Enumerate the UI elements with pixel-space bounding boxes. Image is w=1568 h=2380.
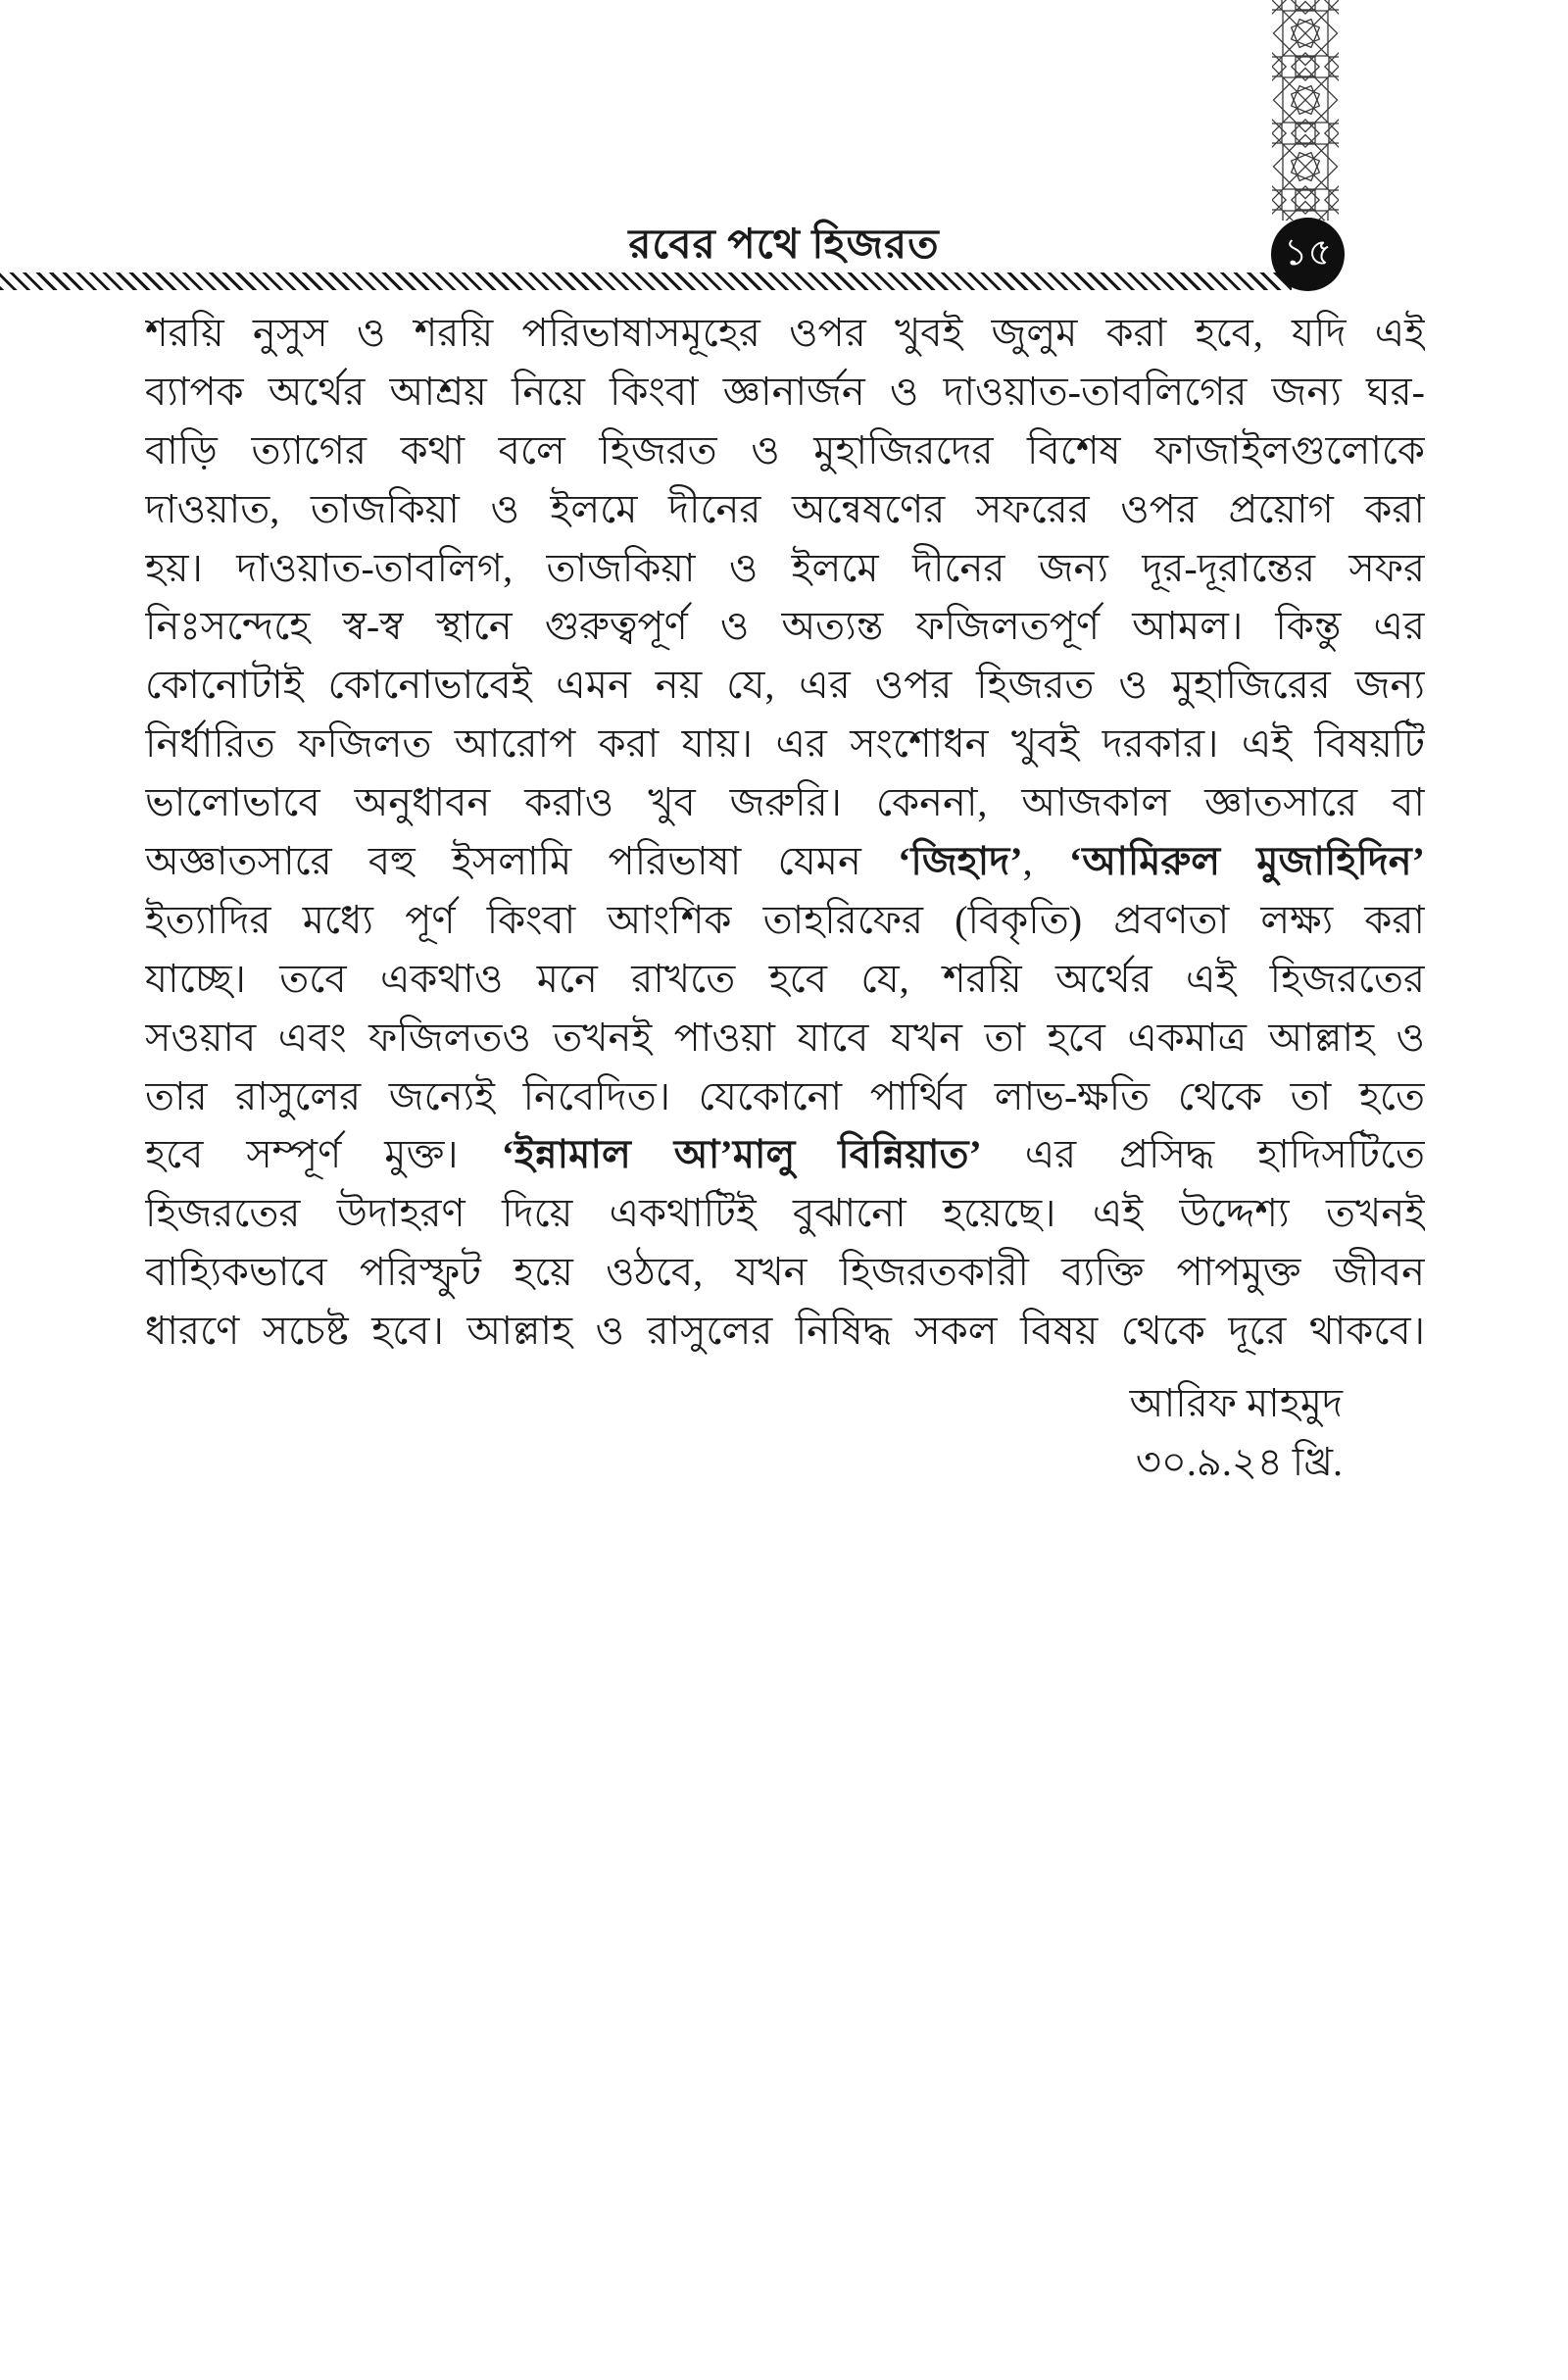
body-line (145, 304, 1425, 363)
body-segment: হয়। দাওয়াত-তাবলিগ, তাজকিয়া ও ইলমে দীনের জন্য দূর-দূরান্তের সফর (145, 545, 1425, 590)
page-number: ১৫ (1283, 231, 1333, 273)
body-segment: এর প্রসিদ্ধ হাদিসটিতে (981, 1132, 1425, 1177)
body-segment: হিজরতের উদাহরণ দিয়ে একথাটিই বুঝানো হয়েছে। এই উদ্দেশ্য তখনই (145, 1191, 1425, 1236)
body-segment: হবে সম্পূর্ণ মুক্ত। (145, 1132, 502, 1177)
body-line (145, 1067, 1425, 1126)
body-segment: নিঃসন্দেহে স্ব-স্ব স্থানে গুরুত্বপূর্ণ ও অত্যন্ত ফজিলতপূর্ণ আমল। কিন্তু এর (145, 604, 1425, 649)
body-line (145, 421, 1425, 480)
body-line (145, 1243, 1425, 1302)
body-line (145, 832, 1425, 891)
body-line (145, 1125, 1425, 1184)
body-segment: বাহ্যিকভাবে পরিস্ফুট হয়ে ওঠবে, যখন হিজরতকারী ব্যক্তি পাপমুক্ত জীবন (145, 1250, 1425, 1295)
body-segment: নির্ধারিত ফজিলত আরোপ করা যায়। এর সংশোধন খুবই দরকার। এই বিষয়টি (145, 721, 1425, 767)
body-line (145, 950, 1425, 1009)
body-text (145, 304, 1425, 1361)
signature-date: ৩০.৯.২৪ খ্রি. (1135, 1440, 1343, 1484)
emphasized-term: ‘জিহাদ’ (898, 839, 1023, 884)
body-segment: তার রাসুলের জন্যেই নিবেদিত। যেকোনো পার্থিব লাভ-ক্ষতি থেকে তা হতে (145, 1073, 1425, 1118)
body-line (145, 480, 1425, 539)
body-segment: ভালোভাবে অনুধাবন করাও খুব জরুরি। কেননা, আজকাল জ্ঞাতসারে বা (145, 780, 1425, 825)
geometric-ornament-strip (1272, 0, 1339, 221)
body-segment: কোনোটাই কোনোভাবেই এমন নয় যে, এর ওপর হিজরত ও মুহাজিরের জন্য (145, 663, 1425, 708)
body-segment: দাওয়াত, তাজকিয়া ও ইলমে দীনের অন্বেষণের সফরের ওপর প্রয়োগ করা (145, 486, 1425, 531)
body-line (145, 597, 1425, 656)
body-segment: ধারণে সচেষ্ট হবে। আল্লাহ ও রাসুলের নিষিদ্ধ সকল বিষয় থেকে দূরে থাকবে। (145, 1309, 1425, 1354)
body-line (145, 363, 1425, 421)
body-line (145, 1302, 1425, 1361)
body-line (145, 656, 1425, 715)
body-segment: শরয়ি নুসুস ও শরয়ি পরিভাষাসমূহের ওপর খুবই জুলুম করা হবে, যদি এই (145, 311, 1425, 355)
emphasized-term: ‘ইন্নামাল আ’মালু বিন্নিয়াত’ (501, 1132, 982, 1177)
body-line (145, 1009, 1425, 1067)
signature-block (1130, 1374, 1343, 1492)
body-segment: ইত্যাদির মধ্যে পূর্ণ কিংবা আংশিক তাহরিফের (বিকৃতি) প্রবণতা লক্ষ্য করা (145, 897, 1425, 942)
body-segment: , (1022, 839, 1069, 884)
page-title: রবের পথে হিজরত (628, 223, 940, 268)
body-segment: যাচ্ছে। তবে একথাও মনে রাখতে হবে যে, শরয়ি অর্থের এই হিজরতের (145, 956, 1425, 1001)
body-line (145, 715, 1425, 773)
body-line (145, 891, 1425, 950)
emphasized-term: ‘আমিরুল মুজাহিদিন’ (1068, 839, 1425, 884)
body-segment: অজ্ঞাতসারে বহু ইসলামি পরিভাষা যেমন (145, 839, 899, 884)
body-line (145, 773, 1425, 832)
body-segment: বাড়ি ত্যাগের কথা বলে হিজরত ও মুহাজিরদের বিশেষ ফাজাইলগুলোকে (145, 427, 1425, 472)
body-segment: ব্যাপক অর্থের আশ্রয় নিয়ে কিংবা জ্ঞানার্জন ও দাওয়াত-তাবলিগের জন্য ঘর- (145, 369, 1425, 414)
body-line (145, 539, 1425, 598)
page-number-badge (1271, 218, 1345, 291)
body-line (145, 1184, 1425, 1243)
body-segment: সওয়াব এবং ফজিলতও তখনই পাওয়া যাবে যখন তা হবে একমাত্র আল্লাহ ও (145, 1015, 1425, 1060)
signature-name: আরিফ মাহমুদ (1129, 1381, 1343, 1425)
